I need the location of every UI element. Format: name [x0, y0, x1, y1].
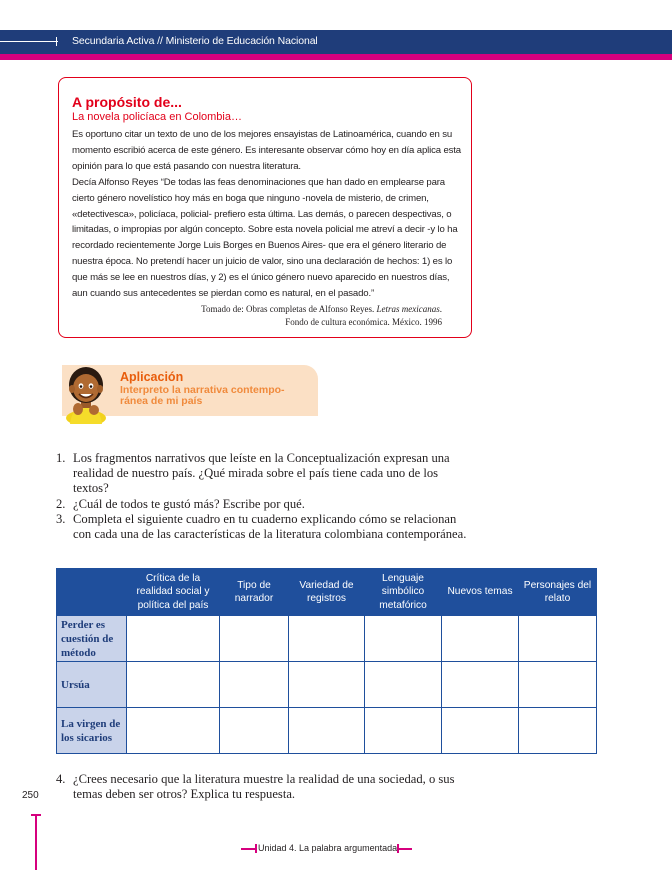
- table-cell: [289, 708, 365, 754]
- proposito-subtitle: La novela policíaca en Colombia…: [72, 111, 242, 123]
- header-tick: [56, 37, 57, 46]
- question-number: 2.: [56, 496, 66, 511]
- table-cell: [289, 616, 365, 662]
- aplicacion-title: Aplicación: [120, 370, 184, 384]
- question-4: [56, 772, 476, 802]
- question-number: 3.: [56, 511, 66, 526]
- table-row-header: Ursúa: [57, 662, 127, 708]
- characteristics-table: [56, 568, 597, 754]
- proposito-title: A propósito de...: [72, 94, 182, 110]
- footer-rule-right: [397, 848, 412, 850]
- question-number: 1.: [56, 451, 66, 465]
- table-column-header: Lenguaje simbólico metafórico: [365, 569, 442, 616]
- table-column-header: Nuevos temas: [442, 569, 519, 616]
- question-text: Los fragmentos narrativos que leíste en la Conceptualización expresan una realidad de nuestro país. ¿Qué mirada sobre el país tiene cada uno de los textos?: [73, 451, 450, 496]
- table-cell: [365, 662, 442, 708]
- table-corner-cell: [57, 569, 127, 616]
- table-row: [57, 708, 597, 754]
- table-cell: [220, 662, 289, 708]
- table-column-header: Tipo de narrador: [220, 569, 289, 616]
- question-4-block: [56, 772, 476, 802]
- footer-rule-left: [241, 848, 256, 850]
- page-number: 250: [22, 790, 39, 801]
- table-cell: [519, 616, 597, 662]
- source-citation: [150, 303, 442, 328]
- question-1: [56, 451, 476, 497]
- footer-title: La palabra argumentada: [296, 843, 398, 853]
- footer-tick-left: [255, 844, 257, 853]
- source-dot: .: [439, 304, 442, 314]
- question-text: ¿Cuál de todos te gustó más? Escribe por qué.: [73, 496, 305, 511]
- table-cell: [365, 616, 442, 662]
- source-italic: Letras mexicanas: [376, 304, 440, 314]
- aplicacion-subtitle-line2: ránea de mi país: [120, 395, 203, 407]
- question-text: ¿Crees necesario que la literatura muestre la realidad de una sociedad, o sus temas deben ser otros? Explica tu respuesta.: [73, 772, 455, 802]
- footer-unit: Unidad 4.: [258, 843, 297, 853]
- header-title: Secundaria Activa // Ministerio de Educación Nacional: [72, 35, 318, 47]
- table-cell: [220, 616, 289, 662]
- source-prefix: Tomado de: Obras completas de Alfonso Reyes.: [201, 304, 375, 314]
- table-cell: [519, 662, 597, 708]
- proposito-paragraph-1: Es oportuno citar un texto de uno de los mejores ensayistas de Latinoamérica, cuando en su momento escribió acerca de este género. Es interesante observar cómo hoy en día aplica esta opinión para lo que está pasando con nuestra literatura.: [72, 129, 461, 172]
- table-header-row: [57, 569, 597, 616]
- questions-list: [56, 451, 476, 542]
- question-text: Completa el siguiente cuadro en tu cuaderno explicando cómo se relacionan con cada una de las características de la literatura colombiana contemporánea.: [73, 511, 467, 542]
- footer-unit-label: [258, 843, 397, 853]
- table-cell: [289, 662, 365, 708]
- table-row: [57, 662, 597, 708]
- source-line2: Fondo de cultura económica. México. 1996: [285, 316, 442, 327]
- table-cell: [365, 708, 442, 754]
- proposito-text: [72, 127, 464, 302]
- question-3: [56, 512, 476, 542]
- table-cell: [442, 616, 519, 662]
- aplicacion-subtitle-line1: Interpreto la narrativa contempo-: [120, 384, 285, 396]
- header-rule: [0, 41, 58, 42]
- table-cell: [442, 662, 519, 708]
- header-pink-stripe: [0, 54, 672, 60]
- table-row-header: Perder es cuestión de método: [57, 616, 127, 662]
- table-cell: [127, 708, 220, 754]
- table-column-header: Variedad de registros: [289, 569, 365, 616]
- table-row: [57, 616, 597, 662]
- table-row-header: La virgen de los sicarios: [57, 708, 127, 754]
- table-column-header: Personajes del relato: [519, 569, 597, 616]
- margin-line: [35, 814, 37, 870]
- table-column-header: Crítica de la realidad social y política del país: [127, 569, 220, 616]
- table-cell: [127, 662, 220, 708]
- table-cell: [220, 708, 289, 754]
- table-cell: [442, 708, 519, 754]
- student-illustration-icon: [60, 362, 116, 424]
- question-2: [56, 497, 476, 512]
- proposito-paragraph-2: Decía Alfonso Reyes “De todas las feas denominaciones que han dado en emplearse para cierto género novelístico hoy más en boga que ninguno -novela de misterio, de crimen, «detectivesca», policíaca, policial- prefiero esta última. Las demás, o parecen despectivas, o limitadas, o impropias por algún concepto. Sobre esta novela policial me atreví a decir -y lo ha recordado recientemente Jorge Luis Borges en Buenos Aires- que era el género literario de nuestra época. No pretendí hacer un juicio de valor, sino una declaración de hechos: 1) es lo que más se lee en nuestros días, y 2) es el único género nuevo aparecido en nuestros días, aun cuando sus antecedentes se pierdan como es natural, en el pasado.”: [72, 176, 458, 300]
- table-cell: [519, 708, 597, 754]
- aplicacion-subtitle: [120, 385, 310, 407]
- table-cell: [127, 616, 220, 662]
- question-number: 4.: [56, 772, 66, 786]
